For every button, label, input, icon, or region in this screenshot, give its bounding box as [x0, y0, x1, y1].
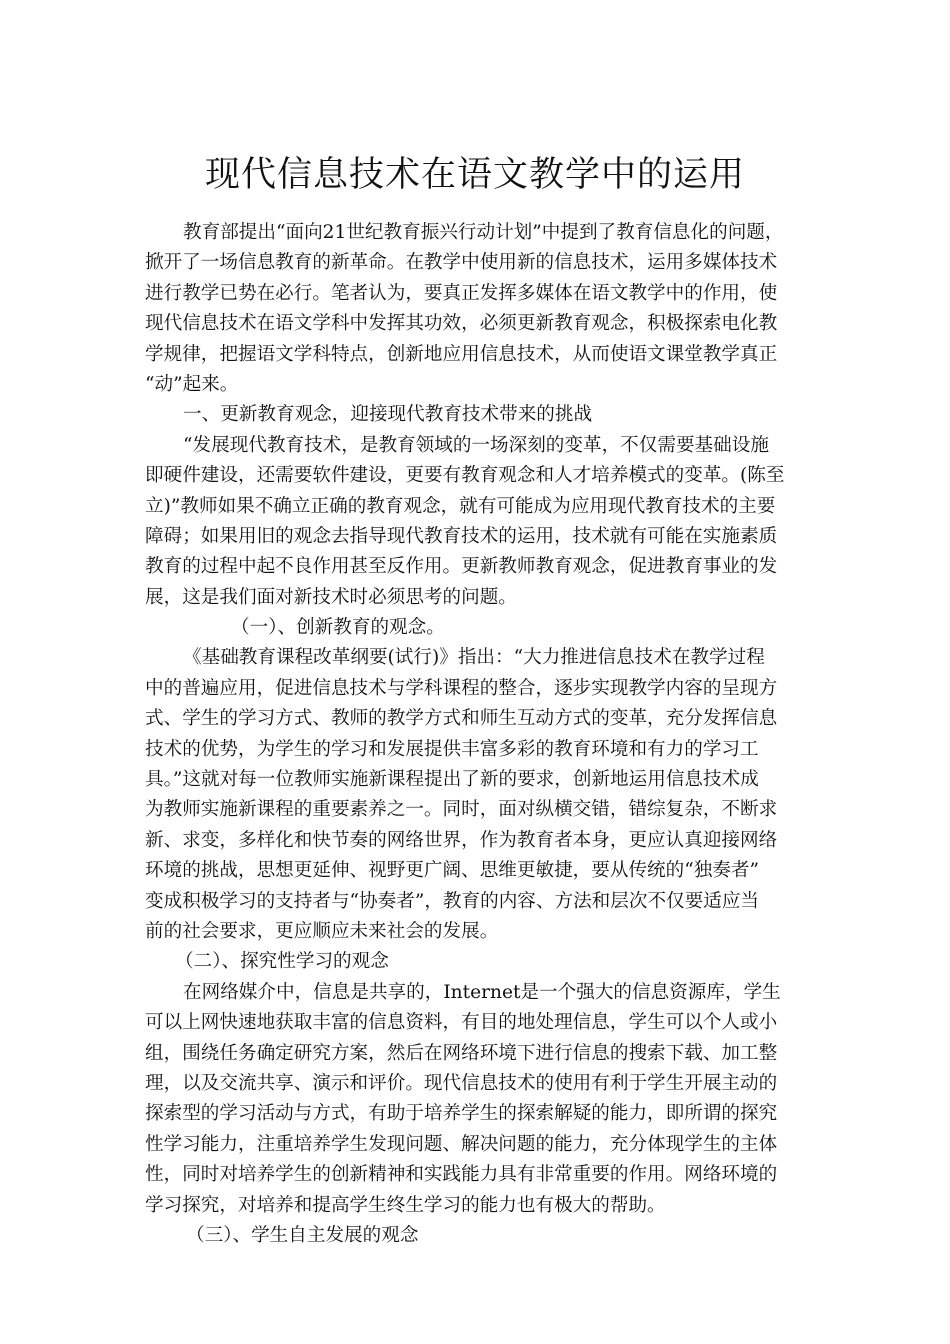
paragraph-line: 现代信息技术在语文学科中发挥其功效，必须更新教育观念，积极探索电化教 [145, 313, 778, 335]
paragraph-line: 学习探究，对培养和提高学生终生学习的能力也有极大的帮助。 [145, 1194, 666, 1216]
paragraph-line: 技术的优势，为学生的学习和发展提供丰富多彩的教育环境和有力的学习工 [145, 738, 759, 760]
paragraph-line: 性，同时对培养学生的创新精神和实践能力具有非常重要的作用。网络环境的 [145, 1164, 778, 1186]
subsection-heading: （一）、创新教育的观念。 [231, 617, 445, 639]
paragraph-line: 掀开了一场信息教育的新革命。在教学中使用新的信息技术，运用多媒体技术 [145, 252, 778, 274]
subsection-heading: （二）、探究性学习的观念 [175, 951, 389, 973]
paragraph-line: 探索型的学习活动与方式，有助于培养学生的探索解疑的能力，即所谓的探究 [145, 1103, 778, 1125]
paragraph-line: 组，围绕任务确定研究方案，然后在网络环境下进行信息的搜索下载、加工整 [145, 1042, 778, 1064]
subsection-heading: （三）、学生自主发展的观念 [186, 1224, 419, 1246]
section-heading: 一、更新教育观念，迎接现代教育技术带来的挑战 [183, 404, 593, 426]
paragraph-line: 为教师实施新课程的重要素养之一。同时，面对纵横交错，错综复杂，不断求 [145, 799, 778, 821]
paragraph-line: “发展现代教育技术，是教育领域的一场深刻的变革，不仅需要基础设施 [183, 434, 769, 456]
paragraph-line: 中的普遍应用，促进信息技术与学科课程的整合，逐步实现教学内容的呈现方 [145, 677, 778, 699]
paragraph-line: 障碍；如果用旧的观念去指导现代教育技术的运用，技术就有可能在实施素质 [145, 525, 778, 547]
paragraph-line: 展，这是我们面对新技术时必须思考的问题。 [145, 586, 517, 608]
paragraph-line: 在网络媒介中，信息是共享的，Internet是一个强大的信息资源库，学生 [183, 981, 781, 1003]
paragraph-line: 学规律，把握语文学科特点，创新地应用信息技术，从而使语文课堂教学真正 [145, 343, 778, 365]
paragraph-line: 具。”这就对每一位教师实施新课程提出了新的要求，创新地运用信息技术成 [145, 769, 759, 791]
paragraph-line: 前的社会要求，更应顺应未来社会的发展。 [145, 920, 499, 942]
paragraph-line: 教育部提出“面向21世纪教育振兴行动计划”中提到了教育信息化的问题， [183, 222, 784, 243]
paragraph-line: 理，以及交流共享、演示和评价。现代信息技术的使用有利于学生开展主动的 [145, 1072, 778, 1094]
paragraph-line: 变成积极学习的支持者与“协奏者”，教育的内容、方法和层次不仅要适应当 [145, 890, 760, 912]
paragraph-line: “动”起来。 [145, 373, 239, 395]
paragraph-line: 即硬件建设，还需要软件建设，更要有教育观念和人才培养模式的变革。(陈至 [145, 465, 785, 487]
paragraph-line: 教育的过程中起不良作用甚至反作用。更新教师教育观念，促进教育事业的发 [145, 556, 778, 578]
paragraph-line: 立)”教师如果不确立正确的教育观念，就有可能成为应用现代教育技术的主要 [145, 495, 776, 517]
paragraph-line: 可以上网快速地获取丰富的信息资料，有目的地处理信息，学生可以个人或小 [145, 1012, 778, 1034]
paragraph-line: 新、求变，多样化和快节奏的网络世界，作为教育者本身，更应认真迎接网络 [145, 829, 778, 851]
paragraph-line: 进行教学已势在必行。笔者认为，要真正发挥多媒体在语文教学中的作用，使 [145, 282, 778, 304]
paragraph-line: 环境的挑战，思想更延伸、视野更广阔、思维更敏捷，要从传统的“独奏者” [145, 860, 760, 882]
document-body [145, 218, 813, 1251]
document-title: 现代信息技术在语文教学中的运用 [204, 155, 745, 195]
paragraph-line: 性学习能力，注重培养学生发现问题、解决问题的能力，充分体现学生的主体 [145, 1133, 778, 1155]
paragraph-line: 式、学生的学习方式、教师的教学方式和师生互动方式的变革，充分发挥信息 [145, 708, 778, 730]
paragraph-line: 《基础教育课程改革纲要(试行)》指出：“大力推进信息技术在教学过程 [183, 647, 765, 669]
